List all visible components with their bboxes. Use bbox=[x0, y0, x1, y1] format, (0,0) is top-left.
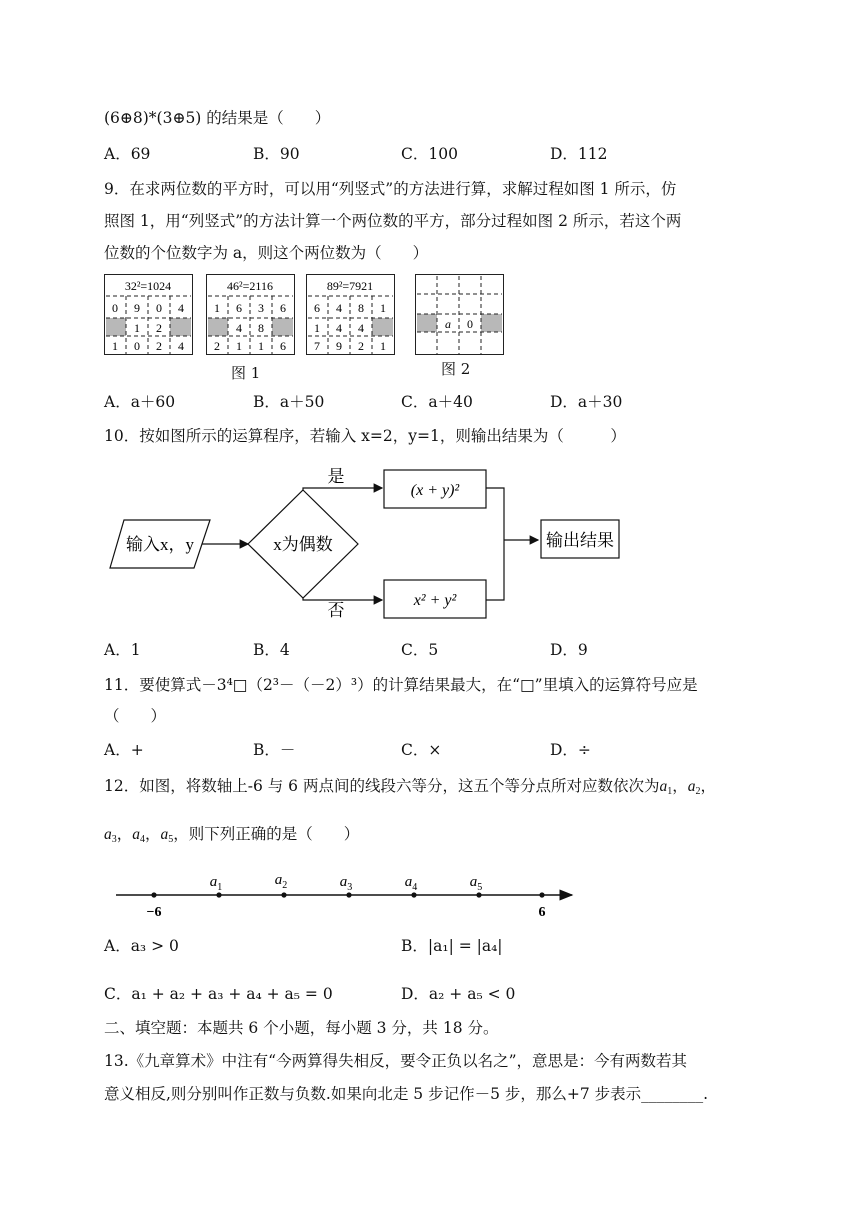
svg-text:0: 0 bbox=[134, 339, 140, 353]
grid2-title: 46²=2116 bbox=[227, 279, 273, 293]
grid-89-squared bbox=[307, 275, 395, 355]
grid1-title: 32²=1024 bbox=[124, 279, 172, 293]
q10-flowchart bbox=[108, 460, 628, 620]
q8-option-a: A．69 bbox=[104, 145, 151, 163]
svg-text:1: 1 bbox=[214, 301, 220, 315]
q10-option-b: B．4 bbox=[253, 641, 290, 659]
svg-text:4: 4 bbox=[336, 321, 342, 335]
flow-yes-label: 是 bbox=[327, 467, 345, 486]
q10-option-d: D．9 bbox=[550, 641, 588, 659]
q12-line-2: $a_3$，$a_4$，$a_5$，则下列正确的是（ ） bbox=[104, 825, 360, 845]
q9-grids-figure bbox=[104, 274, 508, 360]
q12-option-a: A．a₃ > 0 bbox=[104, 937, 179, 955]
svg-text:8: 8 bbox=[258, 321, 264, 335]
q12-line-1: 12．如图，将数轴上-6 与 6 两点间的线段六等分，这五个等分点所对应数依次为$a_1$，$a_2$， bbox=[104, 777, 716, 797]
grid-32-squared bbox=[105, 275, 193, 355]
point-a2 bbox=[281, 892, 286, 897]
svg-text:1: 1 bbox=[112, 339, 118, 353]
fig1-label: 图 1 bbox=[231, 364, 261, 382]
svg-text:4: 4 bbox=[178, 339, 184, 353]
q12-number-line bbox=[112, 866, 582, 920]
svg-text:9: 9 bbox=[134, 301, 140, 315]
q11-option-b: B．－ bbox=[253, 741, 296, 759]
svg-text:4: 4 bbox=[236, 321, 242, 335]
svg-text:0: 0 bbox=[112, 301, 118, 315]
q9-line-3: 位数的个位数字为 a，则这个两位数为（ ） bbox=[104, 244, 429, 262]
q11-option-a: A．+ bbox=[104, 741, 144, 759]
q8-option-b: B．90 bbox=[253, 145, 300, 163]
q12-option-c: C．a₁ + a₂ + a₃ + a₄ + a₅ = 0 bbox=[104, 985, 333, 1003]
svg-text:3: 3 bbox=[258, 301, 264, 315]
svg-text:7: 7 bbox=[314, 339, 320, 353]
q9-option-d: D．a＋30 bbox=[550, 393, 623, 411]
q9-line-2: 照图 1，用“列竖式”的方法计算一个两位数的平方，部分过程如图 2 所示，若这个两 bbox=[104, 212, 682, 230]
q12-option-d: D．a₂ + a₅ < 0 bbox=[401, 985, 516, 1003]
q11-stem: 11．要使算式－3⁴□（2³－（－2）³）的计算结果最大，在“□”里填入的运算符号应是 bbox=[104, 676, 698, 694]
svg-text:6: 6 bbox=[280, 339, 286, 353]
svg-text:6: 6 bbox=[314, 301, 320, 315]
point-a1 bbox=[216, 892, 221, 897]
svg-text:6: 6 bbox=[280, 301, 286, 315]
q11-option-d: D．÷ bbox=[550, 741, 591, 759]
point-a4 bbox=[411, 892, 416, 897]
label-neg6: −6 bbox=[146, 905, 162, 920]
q8-option-d: D．112 bbox=[550, 145, 608, 163]
svg-text:2: 2 bbox=[156, 321, 162, 335]
q9-line-1: 9．在求两位数的平方时，可以用“列竖式”的方法进行算，求解过程如图 1 所示，仿 bbox=[104, 180, 677, 198]
svg-text:2: 2 bbox=[358, 339, 364, 353]
section-2-title: 二、填空题：本题共 6 个小题，每小题 3 分，共 18 分。 bbox=[104, 1019, 499, 1037]
q10-stem: 10．按如图所示的运算程序，若输入 x=2，y=1，则输出结果为（ ） bbox=[104, 427, 626, 445]
svg-text:1: 1 bbox=[380, 339, 386, 353]
q12-option-b: B．|a₁| = |a₄| bbox=[401, 937, 503, 955]
svg-text:0: 0 bbox=[156, 301, 162, 315]
svg-text:4: 4 bbox=[358, 321, 364, 335]
svg-text:9: 9 bbox=[336, 339, 342, 353]
q9-option-b: B．a＋50 bbox=[253, 393, 325, 411]
point-neg6 bbox=[151, 892, 156, 897]
svg-text:1: 1 bbox=[258, 339, 264, 353]
svg-text:8: 8 bbox=[358, 301, 364, 315]
point-a5 bbox=[476, 892, 481, 897]
label-a5: $a_5$ bbox=[469, 874, 483, 893]
svg-text:0: 0 bbox=[467, 317, 473, 331]
flow-input-label: 输入x，y bbox=[126, 535, 194, 554]
label-a1: $a_1$ bbox=[209, 874, 223, 893]
svg-text:4: 4 bbox=[336, 301, 342, 315]
flow-bottom-formula: x² + y² bbox=[413, 592, 457, 609]
label-6: 6 bbox=[538, 905, 546, 920]
svg-text:2: 2 bbox=[156, 339, 162, 353]
q8-stem: (6⊕8)*(3⊕5) 的结果是（ ） bbox=[104, 109, 331, 127]
q8-option-c: C．100 bbox=[401, 145, 458, 163]
flow-top-formula: (x + y)² bbox=[410, 482, 460, 499]
point-6 bbox=[539, 892, 544, 897]
q11-stem-2: （ ） bbox=[104, 707, 167, 725]
svg-text:1: 1 bbox=[380, 301, 386, 315]
svg-text:4: 4 bbox=[178, 301, 184, 315]
svg-text:1: 1 bbox=[236, 339, 242, 353]
svg-text:6: 6 bbox=[236, 301, 242, 315]
label-a4: $a_4$ bbox=[404, 874, 418, 893]
q9-option-a: A．a＋60 bbox=[104, 393, 176, 411]
svg-text:a: a bbox=[445, 317, 451, 331]
q10-option-c: C．5 bbox=[401, 641, 439, 659]
flow-no-label: 否 bbox=[327, 601, 345, 620]
grid-figure-2 bbox=[416, 275, 504, 355]
fig2-label: 图 2 bbox=[441, 360, 471, 378]
q9-option-c: C．a＋40 bbox=[401, 393, 473, 411]
svg-text:1: 1 bbox=[134, 321, 140, 335]
flow-output-label: 输出结果 bbox=[546, 531, 614, 550]
svg-text:1: 1 bbox=[314, 321, 320, 335]
label-a3: $a_3$ bbox=[339, 874, 353, 893]
q10-option-a: A．1 bbox=[104, 641, 141, 659]
q13-line-1: 13.《九章算术》中注有“今两算得失相反，要令正负以名之”，意思是：今有两数若其 bbox=[104, 1052, 688, 1070]
point-a3 bbox=[346, 892, 351, 897]
flow-decision-label: x为偶数 bbox=[273, 535, 333, 554]
grid3-title: 89²=7921 bbox=[326, 279, 374, 293]
svg-text:2: 2 bbox=[214, 339, 220, 353]
q13-line-2: 意义相反,则分别叫作正数与负数.如果向北走 5 步记作－5 步，那么+7 步表示________. bbox=[104, 1085, 709, 1103]
q11-option-c: C．× bbox=[401, 741, 442, 759]
grid-46-squared bbox=[207, 275, 295, 355]
label-a2: $a_2$ bbox=[274, 872, 288, 891]
